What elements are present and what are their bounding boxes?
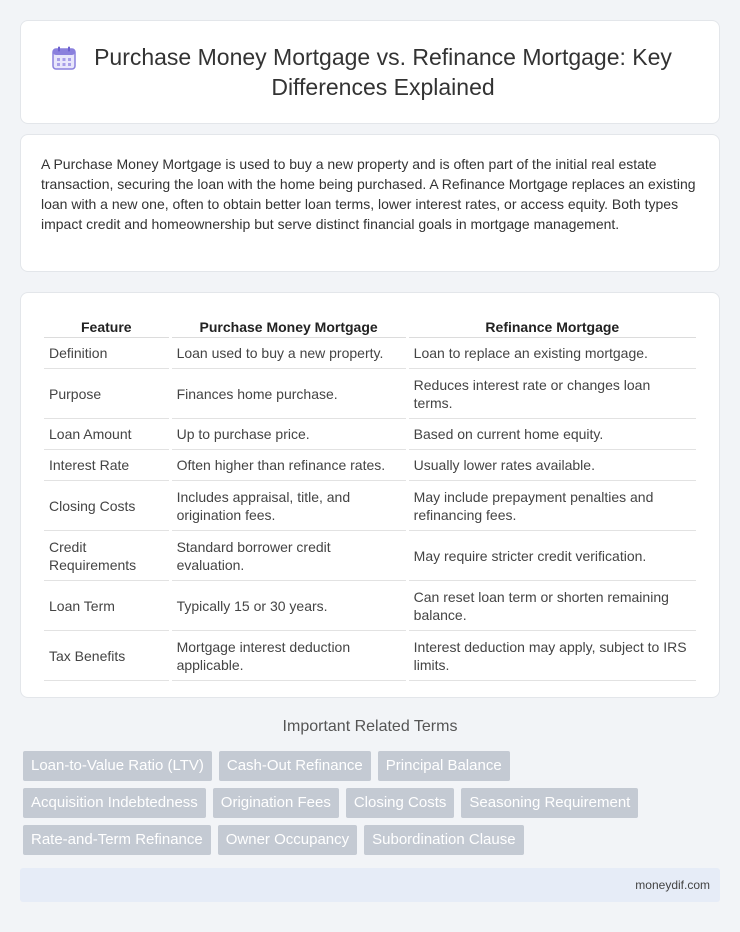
title-card — [20, 20, 720, 124]
tag-acquisition-indebtedness[interactable]: Acquisition Indebtedness — [23, 788, 206, 818]
tag-subordination-clause[interactable]: Subordination Clause — [364, 825, 523, 855]
comparison-card — [20, 292, 720, 698]
table-row — [44, 631, 696, 681]
refinance-cell: Reduces interest rate or changes loan terms. — [409, 369, 696, 419]
tag-owner-occupancy[interactable]: Owner Occupancy — [218, 825, 357, 855]
refinance-cell: Can reset loan term or shorten remaining balance. — [409, 581, 696, 631]
table-row — [44, 581, 696, 631]
feature-cell: Tax Benefits — [44, 631, 169, 681]
tag-row — [23, 825, 723, 855]
purchase-cell: Finances home purchase. — [172, 369, 406, 419]
tag-principal-balance[interactable]: Principal Balance — [378, 751, 510, 781]
refinance-cell: Interest deduction may apply, subject to IRS limits. — [409, 631, 696, 681]
intro-paragraph: A Purchase Money Mortgage is used to buy a new property and is often part of the initial real estate transaction, securing the loan with the home being purchased. A Refinance Mortgage replaces an existing loan with a new one, often to obtain better loan terms, lower interest rates, or access equity. Both types impact credit and homeownership but serve distinct financial goals in mortgage management. — [41, 156, 696, 232]
feature-cell: Loan Amount — [44, 419, 169, 450]
page-title: Purchase Money Mortgage vs. Refinance Mortgage: Key Differences Explained — [94, 44, 672, 100]
table-row — [44, 369, 696, 419]
comparison-table — [41, 315, 699, 681]
column-header-refinance: Refinance Mortgage — [409, 315, 696, 338]
purchase-cell: Loan used to buy a new property. — [172, 338, 406, 369]
tag-rate-and-term-refinance[interactable]: Rate-and-Term Refinance — [23, 825, 211, 855]
tag-row — [23, 788, 723, 818]
related-terms-list — [23, 751, 723, 862]
table-header-row — [44, 315, 696, 338]
feature-cell: Purpose — [44, 369, 169, 419]
intro-card — [20, 134, 720, 272]
refinance-cell: May include prepayment penalties and refinancing fees. — [409, 481, 696, 531]
purchase-cell: Standard borrower credit evaluation. — [172, 531, 406, 581]
purchase-cell: Up to purchase price. — [172, 419, 406, 450]
tag-seasoning-requirement[interactable]: Seasoning Requirement — [461, 788, 638, 818]
feature-cell: Interest Rate — [44, 450, 169, 481]
purchase-cell: Includes appraisal, title, and origination fees. — [172, 481, 406, 531]
purchase-cell: Typically 15 or 30 years. — [172, 581, 406, 631]
tag-origination-fees[interactable]: Origination Fees — [213, 788, 339, 818]
table-row — [44, 481, 696, 531]
feature-cell: Loan Term — [44, 581, 169, 631]
footer-site-link[interactable]: moneydif.com — [635, 878, 710, 892]
tag-cash-out-refinance[interactable]: Cash-Out Refinance — [219, 751, 371, 781]
related-terms-heading: Important Related Terms — [282, 718, 458, 735]
refinance-cell: Usually lower rates available. — [409, 450, 696, 481]
refinance-cell: Loan to replace an existing mortgage. — [409, 338, 696, 369]
refinance-cell: May require stricter credit verification. — [409, 531, 696, 581]
purchase-cell: Often higher than refinance rates. — [172, 450, 406, 481]
feature-cell: Closing Costs — [44, 481, 169, 531]
tag-closing-costs[interactable]: Closing Costs — [346, 788, 455, 818]
column-header-feature: Feature — [44, 315, 169, 338]
table-row — [44, 450, 696, 481]
footer — [20, 868, 720, 902]
table-row — [44, 531, 696, 581]
refinance-cell: Based on current home equity. — [409, 419, 696, 450]
table-row — [44, 338, 696, 369]
tag-row — [23, 751, 723, 781]
feature-cell: Definition — [44, 338, 169, 369]
feature-cell: Credit Requirements — [44, 531, 169, 581]
column-header-purchase-money: Purchase Money Mortgage — [172, 315, 406, 338]
purchase-cell: Mortgage interest deduction applicable. — [172, 631, 406, 681]
tag-loan-to-value-ratio[interactable]: Loan-to-Value Ratio (LTV) — [23, 751, 212, 781]
table-row — [44, 419, 696, 450]
